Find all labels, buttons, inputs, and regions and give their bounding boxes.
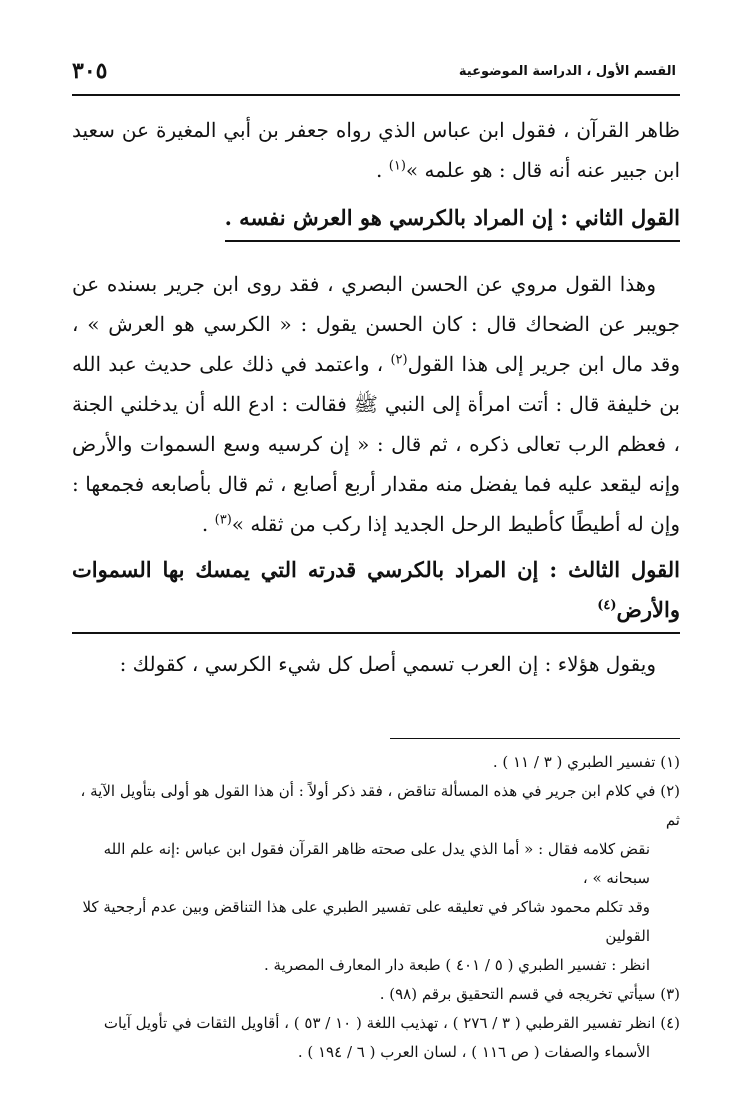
heading-third-opinion bbox=[72, 550, 680, 634]
main-text bbox=[72, 110, 680, 684]
footnote-4 bbox=[72, 1009, 680, 1067]
heading-second-opinion: القول الثاني : إن المراد بالكرسي هو العرش نفسه . bbox=[225, 198, 680, 242]
footnote-ref-3: (٣) bbox=[214, 512, 232, 528]
running-header bbox=[72, 58, 680, 94]
paragraph-3: ويقول هؤلاء : إن العرب تسمي أصل كل شيء الكرسي ، كقولك : bbox=[119, 652, 656, 676]
footnote-4-line-1: (٤) انظر تفسير القرطبي ( ٣ / ٢٧٦ ) ، تهذيب اللغة ( ١٠ / ٥٣ ) ، أقاويل الثقات في تأويل آيات bbox=[103, 1014, 680, 1032]
footnote-ref-2: (٢) bbox=[390, 352, 408, 368]
footnote-2-line-4: انظر : تفسير الطبري ( ٥ / ٤٠١ ) طبعة دار المعارف المصرية . bbox=[263, 956, 650, 974]
header-title: القسم الأول ، الدراسة الموضوعية bbox=[458, 64, 676, 79]
footnote-2 bbox=[72, 777, 680, 980]
footnote-2-line-2: نقض كلامه فقال : « أما الذي يدل على صحته ظاهر القرآن فقول ابن عباس :إنه علم الله سبحانه » ، bbox=[103, 840, 650, 887]
footnote-4-line-2: الأسماء والصفات ( ص ١١٦ ) ، لسان العرب ( ٦ / ١٩٤ ) . bbox=[297, 1043, 650, 1061]
paragraph-2-end: . bbox=[201, 512, 215, 536]
footnote-2-line-3: وقد تكلم محمود شاكر في تعليقه على تفسير الطبري على هذا التناقض وبين عدم أرجحية كلا القولين bbox=[82, 898, 650, 945]
footnote-2-line-1: (٢) في كلام ابن جرير في هذه المسألة تناقض ، فقد ذكر أولاً : أن هذا القول هو أولى بتأويل الآية ، ثم bbox=[80, 782, 680, 829]
paragraph-1-end: . bbox=[376, 158, 389, 182]
paragraph-2 bbox=[72, 264, 680, 544]
paragraph-1-text: ظاهر القرآن ، فقول ابن عباس الذي رواه جعفر بن أبي المغيرة عن سعيد ابن جبير عنه أنه قال : هو علمه » bbox=[72, 118, 680, 182]
page-number: ٣٠٥ bbox=[72, 58, 108, 84]
footnote-1: (١) تفسير الطبري ( ٣ / ١١ ) . bbox=[492, 753, 680, 771]
heading-2-wrap bbox=[72, 192, 680, 252]
paragraph-2-text-a: وهذا القول مروي عن الحسن البصري ، فقد روى ابن جرير بسنده عن جويبر عن الضحاك قال : كان الحسن يقول : « الكرسي هو العرش » ، وقد مال ابن جرير إلى هذا القول bbox=[72, 272, 680, 376]
footnotes bbox=[72, 748, 680, 1067]
footnote-ref-4: (٤) bbox=[597, 598, 617, 613]
footnote-3: (٣) سيأتي تخريجه في قسم التحقيق برقم (٩٨) . bbox=[379, 985, 680, 1003]
footnote-ref-1: (١) bbox=[388, 158, 406, 174]
paragraph-2-text-b: ، واعتمد في ذلك على حديث عبد الله بن خليفة قال : أتت امرأة إلى النبي ﷺ فقالت : ادع الله أن يدخلني الجنة ، فعظم الرب تعالى ذكره ، ثم قال : « إن كرسيه وسع السموات والأرض وإنه ليقعد عليه فما يفضل منه مقدار أربع أصابع ، ثم قال بأصابعه فجمعها : وإن له أطيطًا كأطيط الرحل الجديد إذا ركب من ثقله » bbox=[72, 352, 680, 536]
heading-third-opinion-text: القول الثالث : إن المراد بالكرسي قدرته التي يمسك بها السموات والأرض bbox=[72, 557, 680, 622]
paragraph-1 bbox=[72, 110, 680, 190]
footnote-divider bbox=[390, 738, 680, 739]
header-divider bbox=[72, 94, 680, 96]
